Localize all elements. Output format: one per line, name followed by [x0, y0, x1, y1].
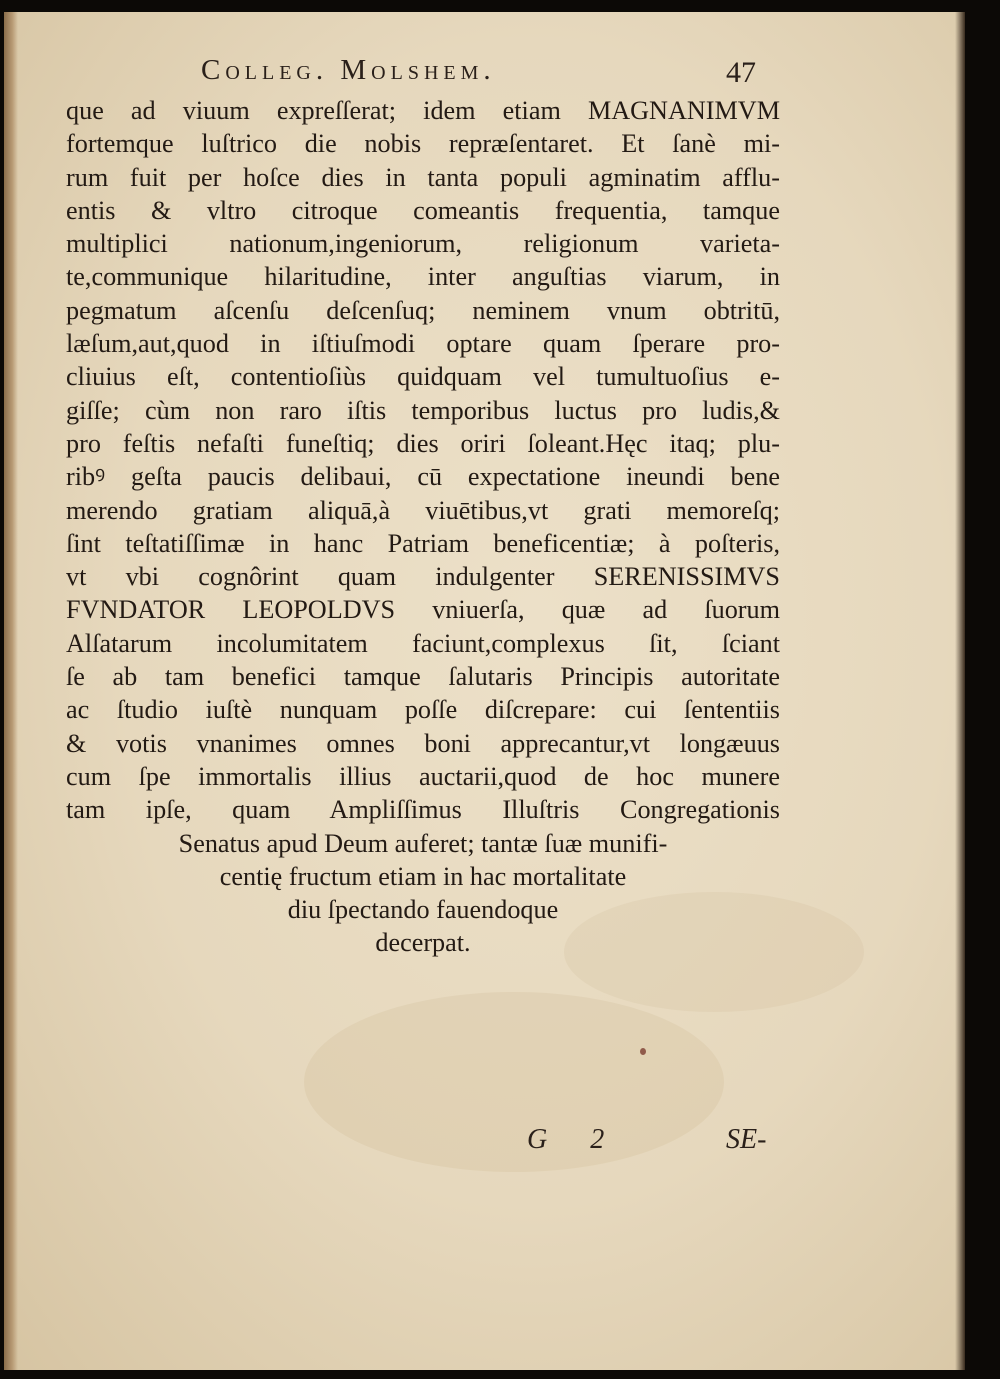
page-number: 47 [726, 56, 756, 89]
book-page [4, 12, 965, 1370]
text-line: rum fuit per hoſce dies in tanta populi agminatim afflu- [66, 162, 780, 192]
text-line: ac ſtudio iuſtè nunquam poſſe diſcrepare: cui ſententiis [66, 695, 780, 725]
text-line-taper: diu ſpectando fauendoque [287, 895, 559, 925]
text-line-taper: centię fructum etiam in hac mortalitate [219, 861, 627, 891]
text-line: merendo gratiam aliquā,à viuētibus,vt grati memoreſq; [66, 495, 780, 525]
text-line: ſint teſtatiſſimæ in hanc Patriam beneficentiæ; à poſteris, [66, 528, 780, 558]
text-line: giſſe; cùm non raro iſtis temporibus luctus pro ludis,& [66, 395, 780, 425]
text-line: pegmatum aſcenſu deſcenſuq; neminem vnum obtritū, [66, 295, 780, 325]
body-text [66, 94, 780, 960]
text-line: & votis vnanimes omnes boni apprecantur,vt longæuus [66, 728, 780, 758]
page-footer [4, 1124, 965, 1164]
text-line: multiplici nationum,ingeniorum, religionum varieta- [66, 229, 780, 259]
page-edge-shadow [955, 12, 965, 1370]
text-line: vt vbi cognôrint quam indulgenter SERENISSIMVS [66, 562, 780, 592]
paper-spot [640, 1048, 646, 1055]
text-line-taper: decerpat. [375, 928, 471, 958]
signature-mark: G 2 [527, 1124, 623, 1155]
running-head: Colleg. Molshem. [201, 54, 496, 86]
text-line: te,communique hilaritudine, inter anguſtias viarum, in [66, 262, 780, 292]
text-line: tam ipſe, quam Ampliſſimus Illuſtris Congregationis [66, 795, 780, 825]
text-line: cum ſpe immortalis illius auctarii,quod de hoc munere [66, 761, 780, 791]
text-line: læſum,aut,quod in iſtiuſmodi optare quam ſperare pro- [66, 329, 780, 359]
text-line: pro feſtis nefaſti funeſtiq; dies oriri ſoleant.Hęc itaq; plu- [66, 428, 780, 458]
text-line: fortemque luſtrico die nobis repræſentaret. Et ſanè mi- [66, 129, 780, 159]
text-line: ſe ab tam benefici tamque ſalutaris Principis autoritate [66, 662, 780, 692]
catchword: SE- [726, 1124, 767, 1155]
text-line: que ad viuum expreſſerat; idem etiam MAGNANIMVM [66, 96, 780, 125]
text-line: entis & vltro citroque comeantis frequentia, tamque [66, 195, 780, 225]
text-line: cliuius eſt, contentioſiùs quidquam vel tumultuoſius e- [66, 362, 780, 392]
text-line: FVNDATOR LEOPOLDVS vniuerſa, quæ ad ſuorum [66, 595, 780, 625]
binding-gutter [4, 12, 18, 1370]
page-header [4, 52, 965, 92]
text-line-taper: Senatus apud Deum auferet; tantæ ſuæ munifi- [178, 828, 668, 858]
text-line: ribꝰ geſta paucis delibaui, cū expectatione ineundi bene [66, 462, 780, 492]
text-line: Alſatarum incolumitatem faciunt,complexus ſit, ſciant [66, 628, 780, 658]
